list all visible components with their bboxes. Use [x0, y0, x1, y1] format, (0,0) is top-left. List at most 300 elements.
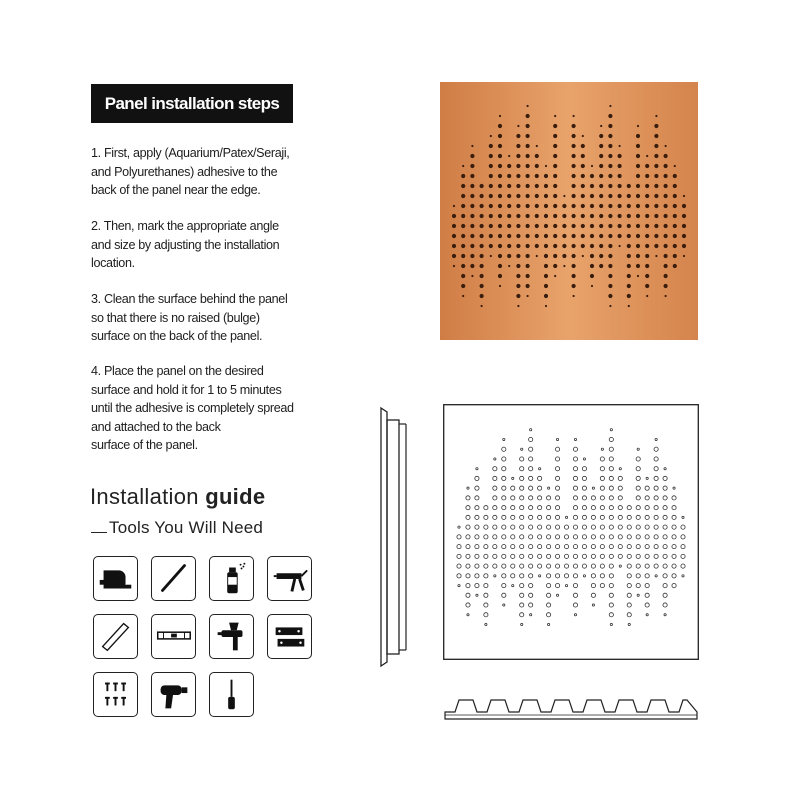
perforation-hole [498, 154, 502, 158]
perforation-hole [645, 264, 649, 268]
perforation-hole [664, 174, 668, 178]
perforation-hole [498, 204, 502, 208]
perforation-hole [489, 204, 493, 208]
perforation-hole [619, 145, 621, 147]
perforation-hole [581, 194, 585, 198]
heat-gun-icon [152, 673, 195, 716]
perforation-hole [608, 254, 612, 258]
perforation-hole [508, 265, 510, 267]
perforation-hole [526, 194, 530, 198]
perforation-hole [590, 224, 594, 228]
installation-guide-title [90, 484, 265, 510]
perforation-hole [470, 154, 474, 158]
perforation-hole [572, 214, 576, 218]
perforation-hole [590, 174, 594, 178]
perforation-hole [544, 294, 548, 298]
perforation-hole [628, 305, 630, 307]
perforation-hole [553, 194, 557, 198]
perforation-hole [544, 244, 548, 248]
perforation-hole [452, 244, 456, 248]
perforation-hole [498, 164, 502, 168]
perforation-hole [636, 214, 640, 218]
perforation-hole [526, 144, 530, 148]
perforation-hole [535, 234, 539, 238]
perforation-hole [544, 184, 548, 188]
perforation-hole [645, 284, 649, 288]
perforation-hole [608, 214, 612, 218]
perforation-hole [599, 194, 603, 198]
screwdriver-icon [210, 673, 253, 716]
perforation-hole [655, 255, 657, 257]
tools-subtitle-text: Tools You Will Need [109, 518, 264, 537]
perforation-hole [609, 305, 611, 307]
perforation-hole [636, 254, 640, 258]
tool-tile-heat-gun [151, 672, 196, 717]
perforation-hole [682, 234, 686, 238]
perforation-hole [499, 285, 501, 287]
perforation-hole [461, 234, 465, 238]
perforation-hole [507, 244, 511, 248]
perforation-hole [498, 174, 502, 178]
perforation-hole [470, 264, 474, 268]
perforation-hole [645, 184, 649, 188]
perforation-hole [553, 154, 557, 158]
perforation-hole [608, 174, 612, 178]
panel-front-view-drawing [443, 404, 699, 660]
perforation-hole [654, 244, 658, 248]
perforation-hole [526, 214, 530, 218]
perforation-hole [544, 214, 548, 218]
perforation-hole [498, 214, 502, 218]
perforation-hole [498, 224, 502, 228]
perforation-hole [480, 224, 484, 228]
perforation-hole [507, 164, 511, 168]
perforation-hole [654, 194, 658, 198]
perforation-hole [627, 214, 631, 218]
perforation-hole [608, 274, 612, 278]
perforation-hole [480, 204, 484, 208]
perforation-hole [572, 224, 576, 228]
perforation-hole [572, 284, 576, 288]
perforation-hole [599, 214, 603, 218]
perforation-hole [498, 134, 502, 138]
perforation-hole [507, 184, 511, 188]
perforation-hole [544, 254, 548, 258]
perforation-hole [682, 224, 686, 228]
perforation-hole [535, 184, 539, 188]
perforation-hole [636, 134, 640, 138]
perforation-hole [627, 204, 631, 208]
panel-wood-surface [440, 82, 698, 340]
perforation-hole [590, 274, 594, 278]
perforation-hole [480, 264, 484, 268]
perforation-hole [507, 174, 511, 178]
tool-tile-caulking-gun [267, 556, 312, 601]
perforation-hole [489, 194, 493, 198]
wooden-panel-photo [440, 82, 698, 340]
perforation-hole [673, 204, 677, 208]
perforation-hole [636, 144, 640, 148]
perforation-hole [480, 214, 484, 218]
perforation-hole [535, 194, 539, 198]
perforation-hole [590, 204, 594, 208]
perforation-hole [645, 234, 649, 238]
perforation-hole [526, 184, 530, 188]
step-4-text: 4. Place the panel on the desired surface and hold it for 1 to 5 minutes until the adhesive is completely spread and attached to the back surface of the panel. [91, 364, 294, 452]
perforation-hole [664, 154, 668, 158]
perforation-hole [590, 184, 594, 188]
perforation-hole [480, 284, 484, 288]
perforation-hole [489, 244, 493, 248]
perforation-hole [636, 224, 640, 228]
perforation-hole [608, 124, 612, 128]
perforation-hole [526, 154, 530, 158]
perforation-hole [673, 254, 677, 258]
perforation-hole [553, 264, 557, 268]
perforation-hole [665, 145, 667, 147]
perforation-hole [654, 234, 658, 238]
perforation-hole [498, 264, 502, 268]
perforation-hole [480, 294, 484, 298]
perforation-hole [480, 244, 484, 248]
perforation-hole [636, 244, 640, 248]
perforation-hole [608, 244, 612, 248]
perforation-hole [582, 135, 584, 137]
perforation-hole [645, 224, 649, 228]
perforation-hole [480, 274, 484, 278]
perforation-hole [654, 134, 658, 138]
perforation-hole [673, 264, 677, 268]
perforation-hole [461, 214, 465, 218]
tool-tile-spray-can [209, 556, 254, 601]
mounting-brackets-icon [268, 615, 311, 658]
perforation-hole [608, 204, 612, 208]
perforation-hole [507, 214, 511, 218]
perforation-hole [664, 274, 668, 278]
perforation-hole [673, 184, 677, 188]
tape-measure-icon [94, 557, 137, 600]
perforation-hole [608, 184, 612, 188]
perforation-hole [553, 224, 557, 228]
perforation-hole [526, 134, 530, 138]
perforation-hole [461, 284, 465, 288]
perforation-hole [646, 155, 648, 157]
perforation-hole [645, 194, 649, 198]
perforation-hole [535, 174, 539, 178]
perforation-hole [562, 204, 566, 208]
perforation-hole [673, 244, 677, 248]
perforation-hole [618, 184, 622, 188]
perforation-hole [683, 195, 685, 197]
perforation-hole [553, 134, 557, 138]
perforation-hole [581, 154, 585, 158]
perforation-hole [526, 114, 530, 118]
perforation-hole [516, 204, 520, 208]
perforation-hole [536, 145, 538, 147]
perforation-hole [470, 174, 474, 178]
perforation-hole [590, 244, 594, 248]
perforation-hole [526, 264, 530, 268]
perforation-hole [480, 194, 484, 198]
perforation-hole [664, 254, 668, 258]
perforation-hole [498, 274, 502, 278]
perforation-hole [600, 125, 602, 127]
perforation-hole [527, 295, 529, 297]
perforation-hole [664, 284, 668, 288]
perforation-hole [599, 204, 603, 208]
perforation-hole [553, 254, 557, 258]
perforation-hole [645, 164, 649, 168]
perforation-hole [608, 194, 612, 198]
perforation-hole [452, 214, 456, 218]
perforation-hole [498, 124, 502, 128]
perforation-hole [572, 204, 576, 208]
perforation-hole [618, 234, 622, 238]
perforation-hole [498, 244, 502, 248]
perforation-hole [645, 244, 649, 248]
perforation-hole [553, 184, 557, 188]
perforation-hole [461, 224, 465, 228]
perforation-hole [490, 255, 492, 257]
perforation-hole [655, 115, 657, 117]
perforation-hole [572, 164, 576, 168]
perforation-hole [581, 214, 585, 218]
perforation-hole [526, 224, 530, 228]
perforation-hole [489, 174, 493, 178]
perforation-hole [608, 234, 612, 238]
perforation-hole [516, 224, 520, 228]
perforation-hole [599, 234, 603, 238]
perforation-hole [591, 165, 593, 167]
perforation-hole [470, 204, 474, 208]
tool-tile-nails [93, 672, 138, 717]
perforation-hole [654, 214, 658, 218]
perforation-hole [608, 134, 612, 138]
perforation-hole [572, 134, 576, 138]
perforation-hole [654, 204, 658, 208]
perforation-hole [536, 255, 538, 257]
perforation-hole [526, 124, 530, 128]
perforation-hole [489, 224, 493, 228]
perforation-hole [461, 254, 465, 258]
perforation-hole [599, 174, 603, 178]
tool-tile-spirit-level [151, 614, 196, 659]
perforation-hole [599, 184, 603, 188]
perforation-hole [627, 224, 631, 228]
perforation-hole [516, 154, 520, 158]
perforation-hole [572, 194, 576, 198]
perforation-hole [461, 204, 465, 208]
perforation-hole [516, 284, 520, 288]
perforation-hole [572, 264, 576, 268]
perforation-hole [562, 224, 566, 228]
perforation-hole [507, 204, 511, 208]
perforation-hole [573, 115, 575, 117]
perforation-hole [665, 295, 667, 297]
perforation-hole [498, 254, 502, 258]
perforation-hole [664, 234, 668, 238]
tool-tile-mounting-brackets [267, 614, 312, 659]
perforation-hole [654, 184, 658, 188]
perforation-hole [618, 224, 622, 228]
perforation-hole [590, 264, 594, 268]
perforation-hole [608, 144, 612, 148]
perforation-hole [573, 295, 575, 297]
perforation-hole [581, 144, 585, 148]
perforation-hole [572, 234, 576, 238]
perforation-hole [535, 224, 539, 228]
perforation-hole [489, 184, 493, 188]
perforation-hole [544, 234, 548, 238]
perforation-hole [664, 244, 668, 248]
perforation-hole [664, 204, 668, 208]
perforation-hole [682, 244, 686, 248]
perforation-hole [664, 214, 668, 218]
perforation-hole [489, 234, 493, 238]
tool-tile-screwdriver [209, 672, 254, 717]
perforation-hole [516, 244, 520, 248]
perforation-hole [544, 194, 548, 198]
perforation-hole [581, 224, 585, 228]
perforation-hole [526, 234, 530, 238]
perforation-hole [562, 234, 566, 238]
perforation-hole [627, 184, 631, 188]
perforation-hole [654, 144, 658, 148]
caulking-gun-icon [268, 557, 311, 600]
perforation-hole [627, 244, 631, 248]
perforation-hole [490, 135, 492, 137]
perforation-hole [591, 285, 593, 287]
perforation-hole [654, 224, 658, 228]
perforation-hole [562, 254, 566, 258]
perforation-hole [645, 254, 649, 258]
perforation-hole [470, 254, 474, 258]
perforation-hole [627, 294, 631, 298]
panel-side-view-drawing [378, 406, 408, 668]
tool-tile-spray-gun [209, 614, 254, 659]
perforation-hole [480, 184, 484, 188]
perforation-hole [664, 164, 668, 168]
perforation-hole [526, 204, 530, 208]
perforation-hole [489, 214, 493, 218]
perforation-hole [480, 234, 484, 238]
perforation-hole [516, 174, 520, 178]
panel-profile-view-drawing [443, 684, 699, 722]
step-1-text: 1. First, apply (Aquarium/Patex/Seraji, and Polyurethanes) adhesive to the back of the panel near the edge. [91, 146, 290, 197]
perforation-hole [507, 224, 511, 228]
perforation-hole [563, 265, 565, 267]
perforation-hole [636, 204, 640, 208]
perforation-hole [470, 184, 474, 188]
perforation-hole [553, 174, 557, 178]
perforation-hole [627, 284, 631, 288]
perforation-hole [608, 294, 612, 298]
perforation-hole [636, 184, 640, 188]
perforation-hole [682, 204, 686, 208]
subtitle-dash [91, 532, 107, 533]
perforation-hole [499, 115, 501, 117]
perforation-hole [618, 204, 622, 208]
perforation-hole [608, 164, 612, 168]
perforation-hole [673, 224, 677, 228]
perforation-hole [516, 144, 520, 148]
perforation-hole [470, 234, 474, 238]
perforation-hole [618, 194, 622, 198]
perforation-hole [599, 144, 603, 148]
spray-gun-icon [210, 615, 253, 658]
perforation-hole [553, 244, 557, 248]
perforation-hole [535, 244, 539, 248]
perforation-hole [535, 204, 539, 208]
perforation-hole [636, 264, 640, 268]
perforation-hole [470, 244, 474, 248]
tools-subtitle [91, 518, 263, 538]
perforation-hole [572, 274, 576, 278]
perforation-hole [516, 134, 520, 138]
perforation-hole [618, 154, 622, 158]
perforation-hole [645, 174, 649, 178]
perforation-hole [618, 214, 622, 218]
perforation-hole [608, 154, 612, 158]
perforation-hole [535, 154, 539, 158]
perforation-hole [572, 124, 576, 128]
perforation-hole [516, 234, 520, 238]
perforation-hole [544, 204, 548, 208]
perforation-hole [581, 174, 585, 178]
perforation-hole [544, 174, 548, 178]
tool-tile-pencil [151, 556, 196, 601]
perforation-hole [572, 244, 576, 248]
perforation-hole [507, 234, 511, 238]
perforation-hole [572, 154, 576, 158]
perforation-hole [627, 274, 631, 278]
spray-can-icon [210, 557, 253, 600]
perforation-hole [581, 204, 585, 208]
perforation-hole [461, 184, 465, 188]
step-3-text: 3. Clean the surface behind the panel so that there is no raised (bulge) surface on the back of the panel. [91, 292, 288, 343]
perforation-hole [590, 214, 594, 218]
perforation-hole [544, 224, 548, 228]
perforation-hole [507, 254, 511, 258]
perforation-hole [462, 295, 464, 297]
perforation-hole [627, 254, 631, 258]
ruler-icon [94, 615, 137, 658]
section-title-banner: Panel installation steps [91, 84, 293, 123]
perforation-hole [654, 124, 658, 128]
perforation-hole [645, 214, 649, 218]
nails-icon [94, 673, 137, 716]
perforation-hole [516, 214, 520, 218]
perforation-hole [526, 284, 530, 288]
perforation-hole [498, 194, 502, 198]
perforation-hole [609, 105, 611, 107]
perforation-hole [452, 254, 456, 258]
perforation-hole [682, 214, 686, 218]
perforation-hole [480, 254, 484, 258]
perforation-hole [516, 164, 520, 168]
perforation-hole [545, 165, 547, 167]
perforation-hole [453, 265, 455, 267]
perforation-hole [544, 264, 548, 268]
perforation-hole [590, 234, 594, 238]
perforation-hole [516, 184, 520, 188]
perforation-hole [563, 195, 565, 197]
perforation-hole [507, 194, 511, 198]
perforation-hole [618, 174, 622, 178]
perforation-hole [452, 234, 456, 238]
perforation-hole [470, 214, 474, 218]
perforation-hole [572, 144, 576, 148]
